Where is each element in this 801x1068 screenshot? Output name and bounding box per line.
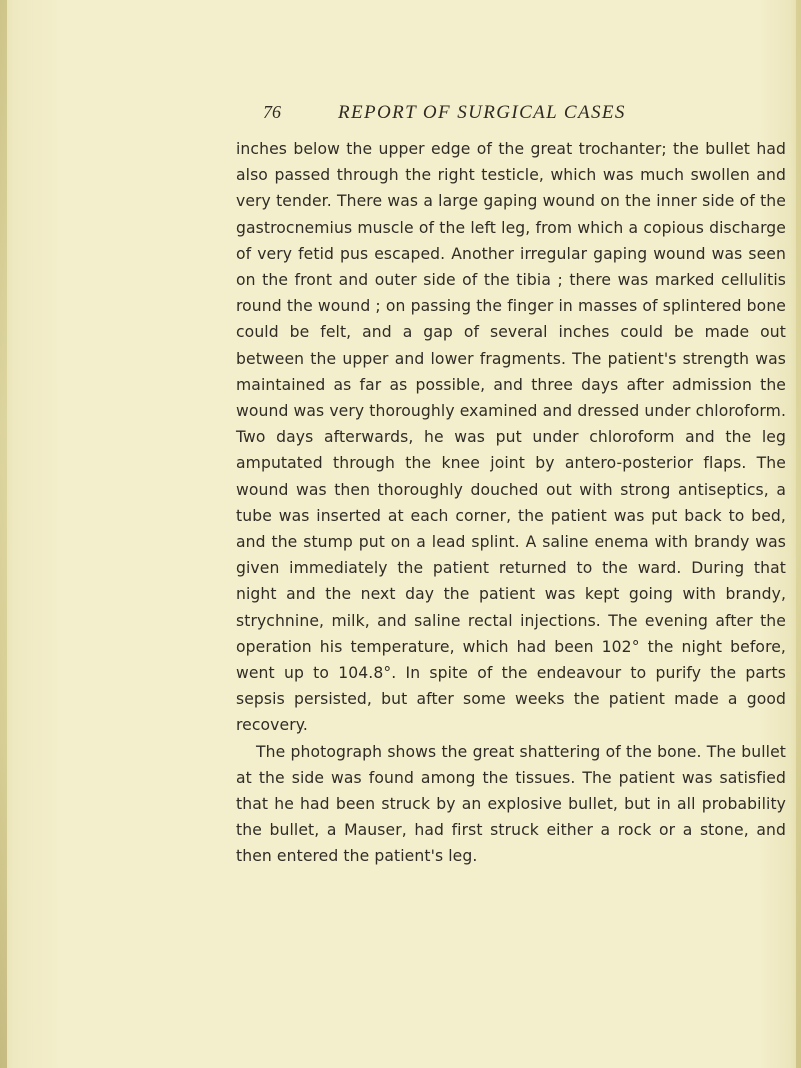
body-text — [236, 136, 786, 870]
page-edge-right — [796, 0, 801, 1068]
running-title: REPORT OF SURGICAL CASES — [338, 102, 626, 123]
paragraph-case-continuation: inches below the upper edge of the great trochanter; the bullet had also passed through the right testicle, which was much swollen and very tender. There was a large gaping wound on the inner side of the gastrocnemius muscle of the left leg, from which a copious discharge of very fetid pus escaped. Another irregular gaping wound was seen on the front and outer side of the tibia ; there was marked cellulitis round the wound ; on passing the finger in masses of splintered bone could be felt, and a gap of several inches could be made out between the upper and lower fragments. The patient's strength was maintained as far as possible, and three days after admission the wound was very thoroughly examined and dressed under chloroform. Two days afterwards, he was put under chloroform and the leg amputated through the knee joint by antero-posterior flaps. The wound was then thoroughly douched out with strong antiseptics, a tube was inserted at each corner, the patient was put back to bed, and the stump put on a lead splint. A saline enema with brandy was given immediately the patient returned to the ward. During that night and the next day the patient was kept going with brandy, strychnine, milk, and saline rectal injections. The evening after the operation his temperature, which had been 102° the night before, went up to 104.8°. In spite of the endeavour to purify the parts sepsis persisted, but after some weeks the patient made a good recovery. — [236, 140, 786, 735]
paragraph-photograph-note: The photograph shows the great shattering of the bone. The bullet at the side was found among the tissues. The patient was satisfied that he had been struck by an explosive bullet, but in all probability the bullet, a Mauser, had first struck either a rock or a stone, and then entered the patient's leg. — [236, 742, 786, 866]
page-number: 76 — [263, 102, 281, 122]
page-edge-left — [0, 0, 7, 1068]
page-header — [0, 102, 801, 130]
